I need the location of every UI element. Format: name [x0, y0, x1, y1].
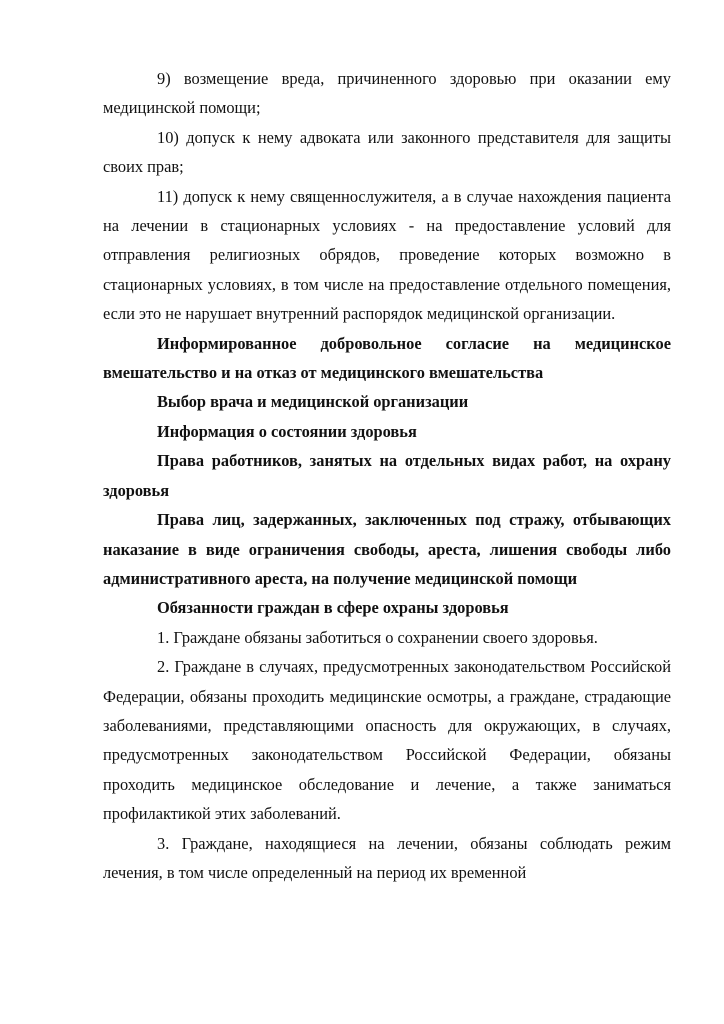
paragraph-item-10: 10) допуск к нему адвоката или законного представителя для защиты своих прав;: [103, 127, 671, 177]
paragraph-obligation-2: 2. Граждане в случаях, предусмотренных законодательством Российской Федерации, обязаны проходить медицинские осмотры, а граждане, страдающие заболеваниями, представляющими опасность для окружающих, в случаях, предусмотренных законодательством Российской Федерации, обязаны проходить медицинское обследование и лечение, а также заниматься профилактикой этих заболеваний.: [103, 657, 671, 824]
heading-informed-consent: Информированное добровольное согласие на медицинское вмешательство и на отказ от медицинского вмешательства: [103, 333, 671, 383]
document-body: [103, 64, 671, 887]
paragraph-item-11: 11) допуск к нему священнослужителя, а в случае нахождения пациента на лечении в стационарных условиях - на предоставление условий для отправления религиозных обрядов, проведение которых возможно в стационарных условиях, в том числе на предоставление отдельного помещения, если это не нарушает внутренний распорядок медицинской организации.: [103, 186, 671, 324]
heading-citizen-obligations: Обязанности граждан в сфере охраны здоровья: [157, 598, 509, 618]
heading-detained-rights: Права лиц, задержанных, заключенных под стражу, отбывающих наказание в виде ограничения свободы, ареста, лишения свободы либо административного ареста, на получение медицинской помощи: [103, 510, 671, 588]
heading-worker-rights: Права работников, занятых на отдельных видах работ, на охрану здоровья: [103, 451, 671, 500]
paragraph-item-9: 9) возмещение вреда, причиненного здоровью при оказании ему медицинской помощи;: [103, 69, 671, 118]
heading-choice-of-doctor: Выбор врача и медицинской организации: [157, 392, 469, 412]
paragraph-obligation-1: 1. Граждане обязаны заботиться о сохранении своего здоровья.: [157, 627, 598, 647]
heading-health-information: Информация о состоянии здоровья: [157, 421, 417, 441]
paragraph-obligation-3: 3. Граждане, находящиеся на лечении, обязаны соблюдать режим лечения, в том числе определенный на период их временной: [103, 833, 671, 882]
